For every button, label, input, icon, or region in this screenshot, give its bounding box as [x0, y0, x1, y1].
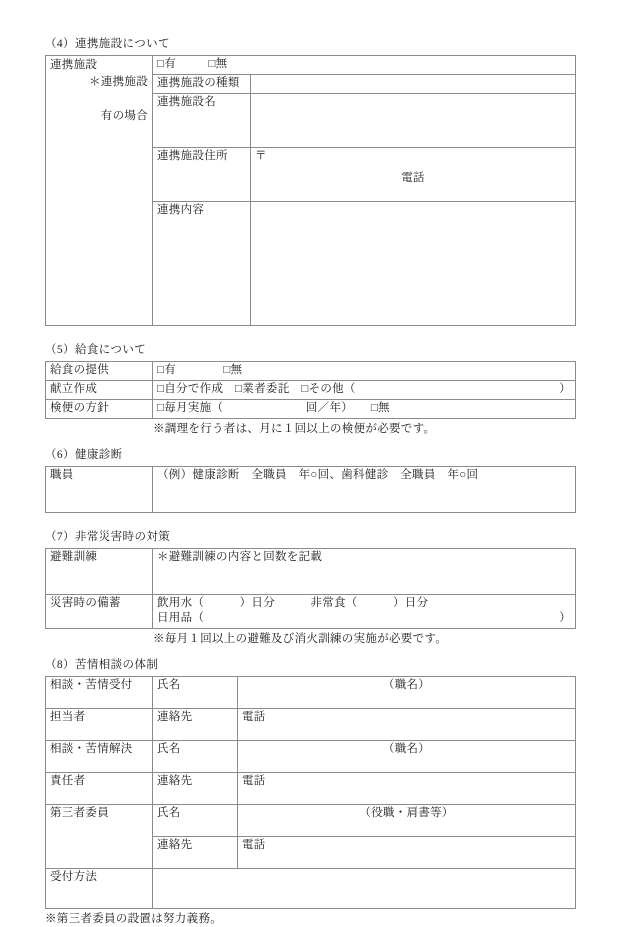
section-gap: [45, 326, 575, 342]
section-7-stock-line1[interactable]: 飲用水（ ）日分 非常食（ ）日分: [157, 597, 429, 609]
table-row: [46, 56, 576, 75]
section-gap: [45, 513, 575, 529]
section-4-heading: （4）連携施設について: [45, 38, 170, 50]
section-4-row-0-value[interactable]: [251, 75, 576, 94]
section-5-table: [45, 361, 576, 419]
table-row: [46, 741, 576, 773]
checkbox-no[interactable]: □無: [208, 58, 228, 70]
section-8-group-2-row-1-sub: 連絡先: [153, 837, 238, 869]
table-row: [46, 549, 576, 595]
table-row: [46, 677, 576, 709]
section-7-note: ※毎月１回以上の避難及び消火訓練の実施が必要です。: [153, 633, 448, 645]
section-4-label-note: ＊連携施設: [89, 76, 148, 88]
section-8-table: [45, 676, 576, 909]
section-8-group-0-label-line1: 相談・苦情受付: [46, 677, 153, 709]
section-4-row-1-label: 連携施設名: [153, 94, 251, 148]
section-6-table: [45, 466, 576, 513]
section-4-row-2-value[interactable]: [251, 148, 576, 202]
section-7-row-1-value[interactable]: [153, 595, 576, 629]
section-8-group-1-label-line1: 相談・苦情解決: [46, 741, 153, 773]
section-6-row-0-label: 職員: [46, 467, 153, 513]
section-7-daily-goods-label[interactable]: 日用品（: [157, 612, 205, 624]
section-8-group-1-row-0-sub: 氏名: [153, 741, 238, 773]
section-8-group-1-row-1-sub: 連絡先: [153, 773, 238, 805]
section-5-heading: （5）給食について: [45, 344, 147, 356]
table-row: [46, 773, 576, 805]
section-6-row-0-value[interactable]: （例）健康診断 全職員 年○回、歯科健診 全職員 年○回: [153, 467, 576, 513]
section-7-heading: （7）非常災害時の対策: [45, 531, 171, 543]
section-7-row-0-value[interactable]: ＊避難訓練の内容と回数を記載: [153, 549, 576, 595]
section-4-row-3-label: 連携内容: [153, 202, 251, 326]
section-8-group-2-label-line1: 第三者委員: [46, 805, 153, 869]
section-4-row-0-label: 連携施設の種類: [153, 75, 251, 94]
section-7-daily-goods-close-paren: ）: [559, 612, 571, 624]
section-4-table: [45, 55, 576, 326]
section-6-health-checkup: [45, 447, 575, 513]
section-8-note: ※第三者委員の設置は努力義務。: [45, 913, 222, 925]
section-5-row-0-value[interactable]: □有 □無: [153, 362, 576, 381]
section-8-group-1-row-1-value[interactable]: 電話: [238, 773, 576, 805]
section-8-complaint-system: [45, 657, 575, 927]
section-8-group-0-row-0-sub: 氏名: [153, 677, 238, 709]
section-8-group-1-label-line2: 責任者: [46, 773, 153, 805]
table-row: [46, 709, 576, 741]
section-6-heading: （6）健康診断: [45, 449, 123, 461]
section-5-menu-close-paren: ）: [559, 383, 571, 395]
section-4-row-3-value[interactable]: [251, 202, 576, 326]
section-8-group-1-row-0-value[interactable]: （職名）: [238, 741, 576, 773]
section-8-group-0-row-0-value[interactable]: （職名）: [238, 677, 576, 709]
section-8-group-2-row-1-value[interactable]: 電話: [238, 837, 576, 869]
section-8-group-0-row-1-sub: 連絡先: [153, 709, 238, 741]
section-5-meal-service: [45, 342, 575, 437]
section-5-row-0-label: 給食の提供: [46, 362, 153, 381]
table-row: [46, 805, 576, 837]
section-4-row-2-label: 連携施設住所: [153, 148, 251, 202]
section-4-availability-cell[interactable]: [153, 56, 576, 75]
section-7-table: [45, 548, 576, 629]
checkbox-yes[interactable]: □有: [157, 58, 177, 70]
section-7-disaster-measures: [45, 529, 575, 647]
section-gap: [45, 437, 575, 447]
section-gap: [45, 647, 575, 657]
section-5-row-2-label: 検便の方針: [46, 400, 153, 419]
section-7-row-0-label: 避難訓練: [46, 549, 153, 595]
section-4-postal-mark: 〒: [255, 150, 267, 162]
section-4-label-main: 連携施設: [50, 59, 98, 71]
section-5-row-1-label: 献立作成: [46, 381, 153, 400]
section-4-label-note2: 有の場合: [100, 110, 148, 122]
section-4-row-1-value[interactable]: [251, 94, 576, 148]
section-4-phone-label: 電話: [401, 172, 425, 184]
section-8-group-0-row-1-value[interactable]: 電話: [238, 709, 576, 741]
table-row: [46, 595, 576, 629]
section-8-heading: （8）苦情相談の体制: [45, 659, 159, 671]
label-spacer: [50, 91, 148, 108]
table-row: [46, 400, 576, 419]
table-row: [46, 467, 576, 513]
section-7-row-1-label: 災害時の備蓄: [46, 595, 153, 629]
table-row: [46, 381, 576, 400]
section-8-group-2-row-0-value[interactable]: （役職・肩書等）: [238, 805, 576, 837]
section-5-menu-options[interactable]: □自分で作成 □業者委託 □その他（: [157, 383, 356, 395]
section-5-note: ※調理を行う者は、月に１回以上の検便が必要です。: [153, 423, 436, 435]
section-8-group-2-row-0-sub: 氏名: [153, 805, 238, 837]
section-7-stock-line2[interactable]: [157, 611, 571, 626]
section-4-cooperating-facility: [45, 36, 575, 326]
document-content: [45, 36, 575, 927]
table-row: [46, 362, 576, 381]
section-5-row-2-value[interactable]: □毎月実施（ 回／年） □無: [153, 400, 576, 419]
section-8-group-0-label-line2: 担当者: [46, 709, 153, 741]
section-5-row-1-value[interactable]: [153, 381, 576, 400]
section-8-method-label: 受付方法: [46, 869, 153, 909]
section-4-left-label-cell: [46, 56, 153, 326]
